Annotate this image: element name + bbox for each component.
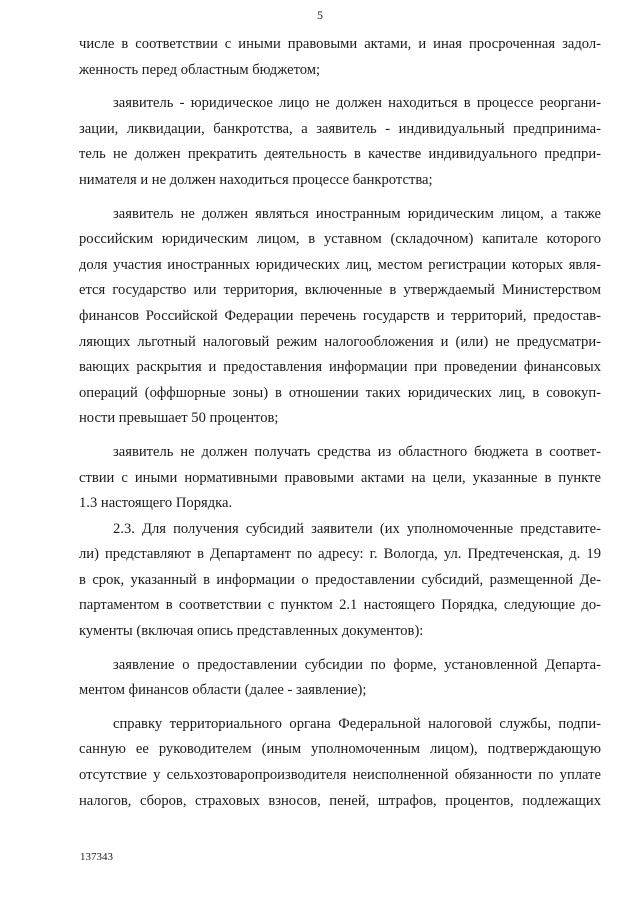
text-line: санную ее руководителем (иным уполномоченным лицом), подтверждающую — [79, 741, 601, 758]
text-line: партаментом в соответствии с пунктом 2.1 настоящего Порядка, следующие до- — [79, 597, 601, 614]
text-line: заявление о предоставлении субсидии по форме, установленной Департа- — [113, 656, 601, 673]
text-line: справку территориального органа Федеральной налоговой службы, подпи- — [113, 715, 601, 732]
text-line: женность перед областным бюджетом; — [79, 61, 321, 78]
text-line: вающих раскрытия и предоставления информации при проведении финансовых — [79, 359, 601, 376]
text-line: числе в соответствии с иными правовыми актами, и иная просроченная задол- — [79, 36, 601, 52]
text-line: заявитель не должен получать средства из областного бюджета в соответ- — [113, 443, 601, 460]
text-line: налогов, сборов, страховых взносов, пеней, штрафов, процентов, подлежащих — [79, 792, 601, 809]
text-line: российским юридическим лицом, в уставном (складочном) капитале которого — [79, 231, 601, 248]
text-line: ментом финансов области (далее - заявление); — [79, 682, 367, 699]
text-line: доля участия иностранных юридических лиц, местом регистрации которых явля- — [79, 256, 601, 273]
text-line: ляющих льготный налоговый режим налогообложения и (или) не предусматри- — [79, 333, 601, 350]
text-line: тель не должен прекратить деятельность в качестве индивидуального предпри- — [79, 146, 601, 163]
text-line: ли) представляют в Департамент по адресу: г. Вологда, ул. Предтеченская, д. 19 — [79, 546, 601, 563]
text-line: нимателя и не должен находиться процессе банкротства; — [79, 171, 433, 188]
text-line: 1.3 настоящего Порядка. — [79, 495, 233, 512]
text-line: 2.3. Для получения субсидий заявители (их уполномоченные представите- — [113, 520, 601, 537]
text-line: финансов Российской Федерации перечень государств и территорий, предостав- — [79, 307, 601, 324]
document-body — [79, 32, 601, 814]
text-line: в срок, указанный в информации о предоставлении субсидий, размещенной Де- — [79, 571, 601, 588]
text-line: отсутствие у сельхозтоваропроизводителя неисполненной обязанности по уплате — [79, 767, 601, 784]
text-line: кументы (включая опись представленных документов): — [79, 623, 424, 640]
text-line: ется государство или территория, включенные в утверждаемый Министерством — [79, 282, 601, 299]
text-line: заявитель не должен являться иностранным юридическим лицом, а также — [113, 205, 601, 222]
page-number: 5 — [317, 8, 323, 22]
text-line: ности превышает 50 процентов; — [79, 410, 279, 427]
text-line: зации, ликвидации, банкротства, а заявитель - индивидуальный предпринима- — [79, 120, 601, 137]
text-line: операций (оффшорные зоны) в отношении таких юридических лиц, в совокуп- — [79, 384, 601, 401]
text-line: ствии с иными нормативными правовыми актами на цели, указанные в пункте — [79, 469, 601, 486]
document-footer-code: 137343 — [80, 851, 113, 863]
text-line: заявитель - юридическое лицо не должен находиться в процессе реоргани- — [113, 95, 601, 112]
